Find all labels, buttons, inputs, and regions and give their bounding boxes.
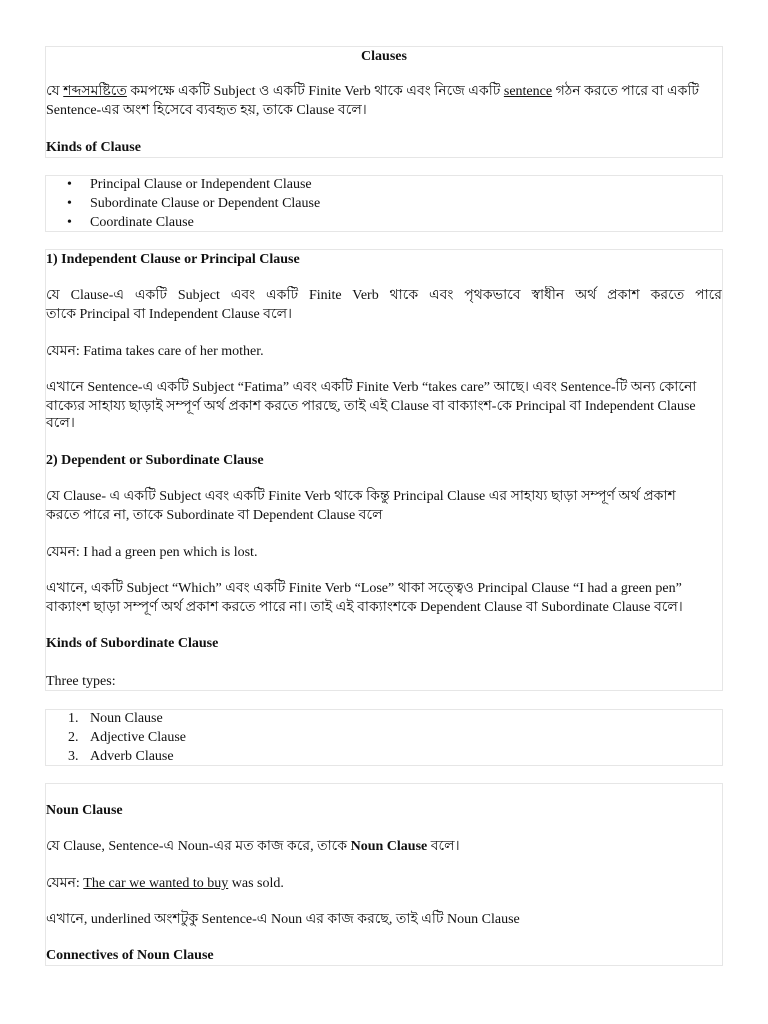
section-1-def-line-2: তাকে Principal বা Independent Clause বলে। [46,307,293,322]
list-item-label: Noun Clause [90,711,163,726]
section-2-example: যেমন: I had a green pen which is lost. [46,545,258,560]
section-1-exp-line-3: বলে। [46,416,75,431]
list-item-label: Adverb Clause [90,749,174,764]
list-item [46,709,722,728]
list-item-label: Coordinate Clause [90,215,194,230]
intro-text: কমপক্ষে একটি Subject ও একটি Finite Verb থাকে এবং নিজে একটি [126,84,504,99]
bullet-icon: • [67,196,72,211]
list-item-label: Principal Clause or Independent Clause [90,177,312,192]
connectives-heading: Connectives of Noun Clause [46,948,214,963]
list-number: 3. [68,749,79,764]
subordinate-kinds-list [46,709,722,766]
noun-clause-def-bold: Noun Clause [350,839,428,854]
list-item [46,175,722,194]
page-title: Clauses [361,49,407,64]
intro-line-1 [46,82,722,101]
list-item [46,213,722,232]
section-2-heading: 2) Dependent or Subordinate Clause [46,453,264,468]
kinds-list [46,175,722,232]
intro-text: গঠন করতে পারে বা একটি [552,84,700,99]
list-number: 2. [68,730,79,745]
kinds-heading: Kinds of Clause [46,140,141,155]
noun-clause-def-text: যে Clause, Sentence-এ Noun-এর মত কাজ করে, তাকে [46,839,351,854]
section-1-exp-line-1: এখানে Sentence-এ একটি Subject “Fatima” এবং একটি Finite Verb “takes care” আছে। এবং Sentence-টি অন্য কোনো [46,380,697,395]
subordinate-kinds-heading: Kinds of Subordinate Clause [46,636,219,651]
intro-line-2: Sentence-এর অংশ হিসেবে ব্যবহৃত হয়, তাকে Clause বলে। [46,103,367,118]
three-types-label: Three types: [46,674,116,689]
list-number: 1. [68,711,79,726]
noun-clause-example-prefix: যেমন: [46,876,84,891]
section-1-def-line-1: যে Clause-এ একটি Subject এবং একটি Finite Verb থাকে এবং পৃথকভাবে স্বাধীন অর্থ প্রকাশ করতে পারে [46,288,722,303]
section-2-def-line-1: যে Clause- এ একটি Subject এবং একটি Finite Verb থাকে কিন্তু Principal Clause এর সাহায্য ছাড়া সম্পূর্ণ অর্থ প্রকাশ [46,489,676,504]
noun-clause-example-suffix: was sold. [228,876,284,891]
list-item [46,728,722,747]
noun-clause-definition [46,837,722,856]
section-2-exp-line-2: বাক্যাংশ ছাড়া সম্পূর্ণ অর্থ প্রকাশ করতে পারে না। তাই এই বাক্যাংশকে Dependent Clause বা Subordinate Clause বলে। [46,600,683,615]
section-1-heading: 1) Independent Clause or Principal Clause [46,252,300,267]
intro-text: যে [46,84,64,99]
noun-clause-heading: Noun Clause [46,803,123,818]
list-item [46,194,722,213]
list-item-label: Adjective Clause [90,730,187,745]
noun-clause-def-text: বলে। [427,839,460,854]
noun-clause-explanation: এখানে, underlined অংশটুকু Sentence-এ Noun এর কাজ করছে, তাই এটি Noun Clause [46,912,520,927]
intro-underlined-word: শব্দসমষ্টিতে [63,84,127,99]
intro-underlined-sentence: sentence [503,84,553,99]
list-item-label: Subordinate Clause or Dependent Clause [90,196,321,211]
section-2-exp-line-1: এখানে, একটি Subject “Which” এবং একটি Finite Verb “Lose” থাকা সত্ত্বেও Principal Clause “I had a green pen” [46,581,682,596]
bullet-icon: • [67,215,72,230]
section-1-exp-line-2: বাক্যের সাহায্য ছাড়াই সম্পূর্ণ অর্থ প্রকাশ করতে পারছে, তাই এই Clause বা বাক্যাংশ-কে Principal বা Independent Clause [46,399,696,414]
section-1-example: যেমন: Fatima takes care of her mother. [46,344,264,359]
noun-clause-example-underlined: The car we wanted to buy [83,876,229,891]
section-2-def-line-2: করতে পারে না, তাকে Subordinate বা Dependent Clause বলে [46,508,383,523]
noun-clause-example [46,874,722,893]
list-item [46,747,722,766]
bullet-icon: • [67,177,72,192]
